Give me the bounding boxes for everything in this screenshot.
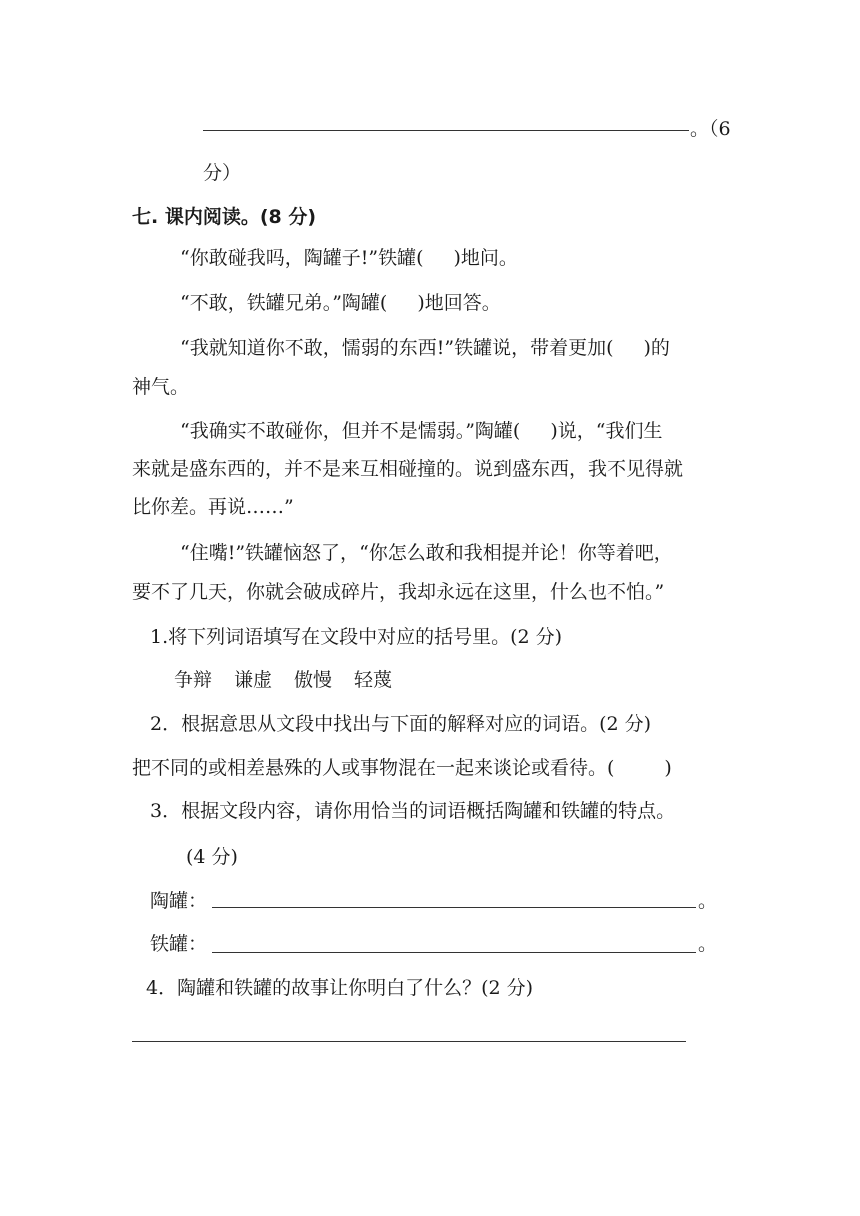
passage-paragraph-3-cont: 神气。	[132, 376, 190, 398]
passage-paragraph-1	[180, 245, 518, 271]
taoguan-end: 。	[698, 890, 718, 912]
word-bank-item: 争辩	[174, 669, 213, 691]
passage-text: “我就知道你不敢，懦弱的东西!”铁罐说，带着更加(	[180, 337, 614, 359]
passage-text: “你敢碰我吗，陶罐子!”铁罐(	[180, 247, 424, 269]
question-2-definition	[132, 755, 672, 781]
score-continuation: 分）	[203, 162, 242, 184]
passage-paragraph-2	[180, 290, 501, 316]
passage-paragraph-4-line2: 来就是盛东西的，并不是来互相碰撞的。说到盛东西，我不见得就	[132, 458, 684, 480]
passage-text: “我确实不敢碰你，但并不是懦弱。”陶罐(	[180, 420, 521, 442]
definition-close: )	[664, 757, 672, 779]
passage-text: )说，“我们生	[550, 420, 663, 442]
passage-text: )地回答。	[417, 292, 501, 314]
answer-line[interactable]	[203, 130, 689, 131]
passage-paragraph-4	[180, 418, 662, 444]
question-2: 2．根据意思从文段中找出与下面的解释对应的词语。(2 分)	[150, 713, 652, 735]
passage-paragraph-5-line2: 要不了几天，你就会破成碎片，我却永远在这里，什么也不怕。”	[132, 581, 665, 603]
taoguan-answer-line[interactable]	[212, 907, 696, 908]
question-1: 1.将下列词语填写在文段中对应的括号里。(2 分)	[150, 626, 563, 648]
passage-paragraph-5: “住嘴!”铁罐恼怒了，“你怎么敢和我相提并论！你等着吧，	[180, 542, 673, 564]
word-bank-item: 轻蔑	[354, 669, 393, 691]
tieguan-label: 铁罐：	[150, 933, 208, 955]
passage-paragraph-3	[180, 335, 670, 361]
word-bank	[174, 667, 392, 693]
question-4: 4．陶罐和铁罐的故事让你明白了什么？(2 分)	[146, 977, 534, 999]
tieguan-answer-line[interactable]	[212, 952, 696, 953]
section-title: 七. 课内阅读。(8 分)	[132, 206, 317, 228]
tieguan-end: 。	[698, 933, 718, 955]
question-3: 3．根据文段内容，请你用恰当的词语概括陶罐和铁罐的特点。	[150, 800, 676, 822]
question-4-answer-line[interactable]	[132, 1041, 686, 1042]
word-bank-item: 傲慢	[294, 669, 333, 691]
taoguan-label: 陶罐：	[150, 890, 208, 912]
passage-text: “不敢，铁罐兄弟。”陶罐(	[180, 292, 388, 314]
passage-text: )的	[643, 337, 670, 359]
passage-text: )地问。	[453, 247, 518, 269]
question-3-score: (4 分)	[186, 846, 238, 868]
passage-paragraph-4-line3: 比你差。再说……”	[132, 496, 294, 518]
answer-line-end: 。（6	[690, 118, 731, 140]
word-bank-item: 谦虚	[234, 669, 273, 691]
definition-text: 把不同的或相差悬殊的人或事物混在一起来谈论或看待。(	[132, 757, 615, 779]
